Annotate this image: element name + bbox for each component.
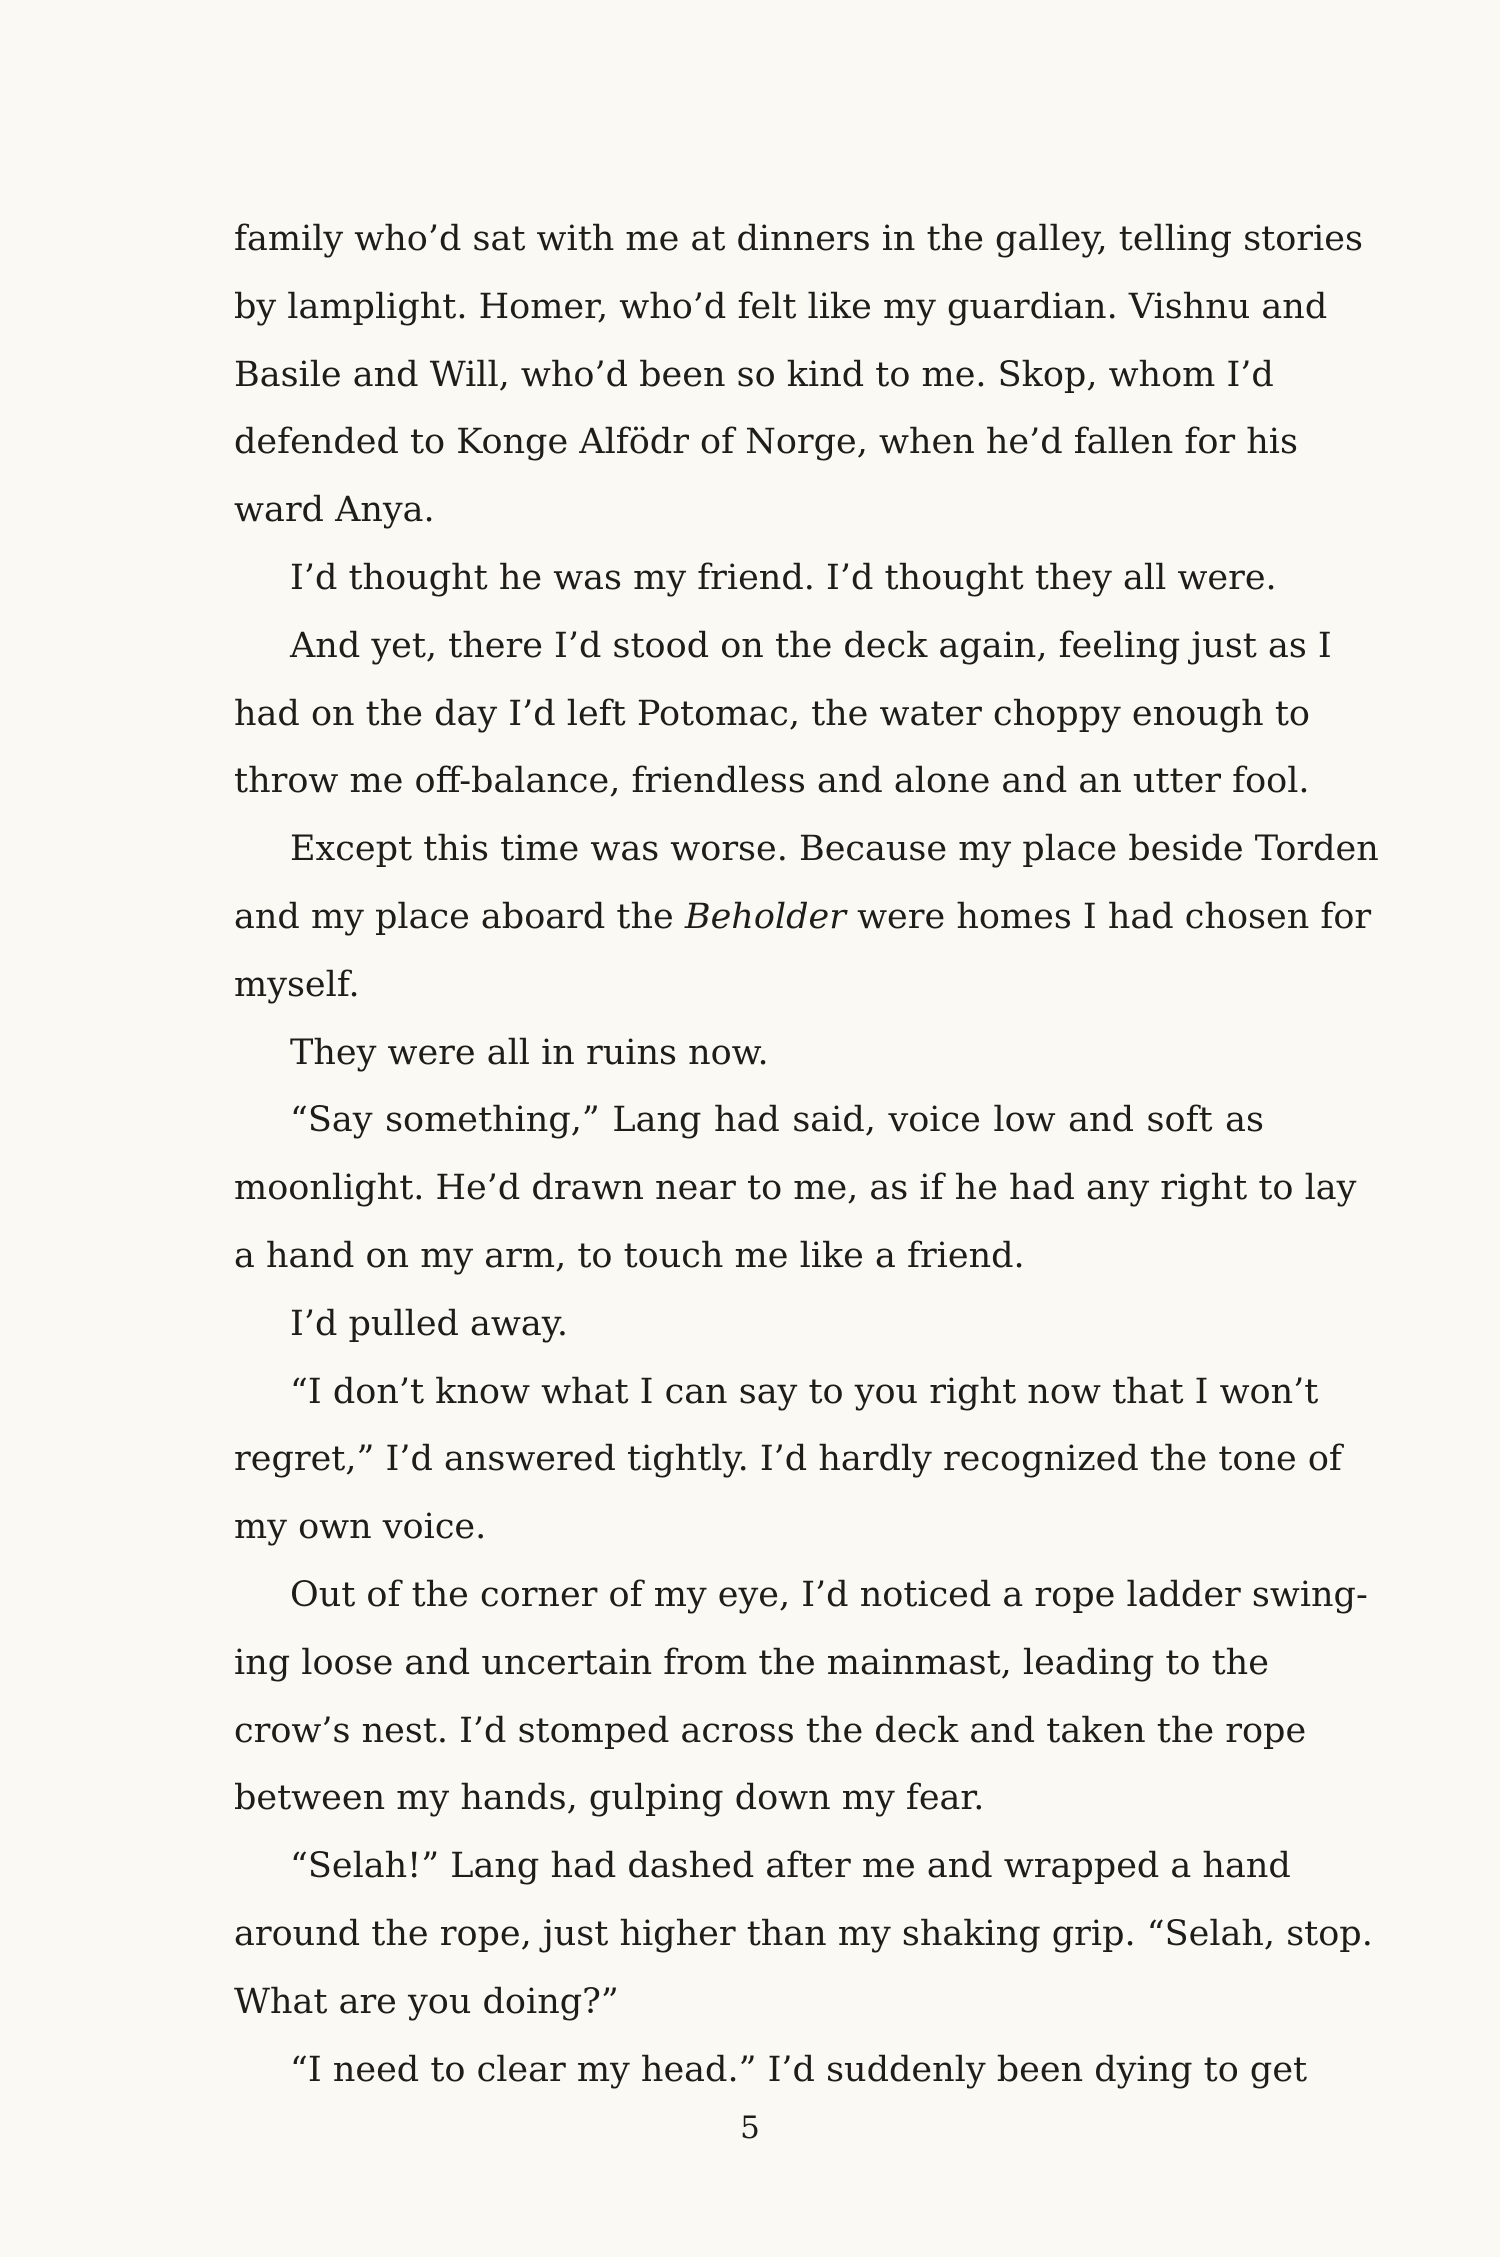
text-line: defended to Konge Alfödr of Norge, when he’d fallen for his (234, 422, 1298, 463)
text-line: They were all in ruins now. (290, 1032, 769, 1073)
text-line: a hand on my arm, to touch me like a friend. (234, 1235, 1025, 1276)
text-line: myself. (234, 964, 360, 1005)
text-line: And yet, there I’d stood on the deck again, feeling just as I (290, 625, 1332, 666)
text-line: ward Anya. (234, 490, 435, 531)
text-line: What are you doing?” (234, 1981, 619, 2022)
text-line: I’d thought he was my friend. I’d thought they all were. (290, 557, 1277, 598)
text-line: family who’d sat with me at dinners in the galley, telling stories (234, 219, 1363, 259)
text-line: Basile and Will, who’d been so kind to me. Skop, whom I’d (234, 354, 1274, 395)
text-line: “Say something,” Lang had said, voice low and soft as (290, 1100, 1264, 1141)
page-number: 5 (740, 2110, 760, 2146)
text-line: I’d pulled away. (290, 1303, 569, 1344)
text-line: regret,” I’d answered tightly. I’d hardly recognized the tone of (234, 1439, 1342, 1480)
text-line: had on the day I’d left Potomac, the water choppy enough to (234, 693, 1310, 734)
text-line: “I need to clear my head.” I’d suddenly been dying to get (290, 2049, 1308, 2090)
text-line: crow’s nest. I’d stomped across the deck and taken the rope (234, 1710, 1307, 1751)
text-line: “Selah!” Lang had dashed after me and wrapped a hand (290, 1846, 1291, 1887)
italic-title: Beholder (684, 896, 846, 937)
text-line: moonlight. He’d drawn near to me, as if he had any right to lay (234, 1168, 1357, 1209)
text-line: Out of the corner of my eye, I’d noticed a rope ladder swing- (290, 1574, 1368, 1615)
body-text (234, 206, 1379, 2104)
text-line: ing loose and uncertain from the mainmast, leading to the (234, 1642, 1269, 1683)
text-segment: and my place aboard the (234, 896, 685, 937)
text-line: Except this time was worse. Because my place beside Torden (290, 829, 1379, 870)
text-segment: were homes I had chosen for (845, 896, 1372, 937)
text-line: by lamplight. Homer, who’d felt like my guardian. Vishnu and (234, 286, 1328, 327)
text-line: around the rope, just higher than my shaking grip. “Selah, stop. (234, 1913, 1373, 1954)
text-line: my own voice. (234, 1507, 487, 1548)
text-line: throw me off-balance, friendless and alone and an utter fool. (234, 761, 1310, 802)
text-line: “I don’t know what I can say to you right now that I won’t (290, 1371, 1319, 1412)
text-line: between my hands, gulping down my fear. (234, 1778, 985, 1819)
text-line (234, 884, 1372, 952)
